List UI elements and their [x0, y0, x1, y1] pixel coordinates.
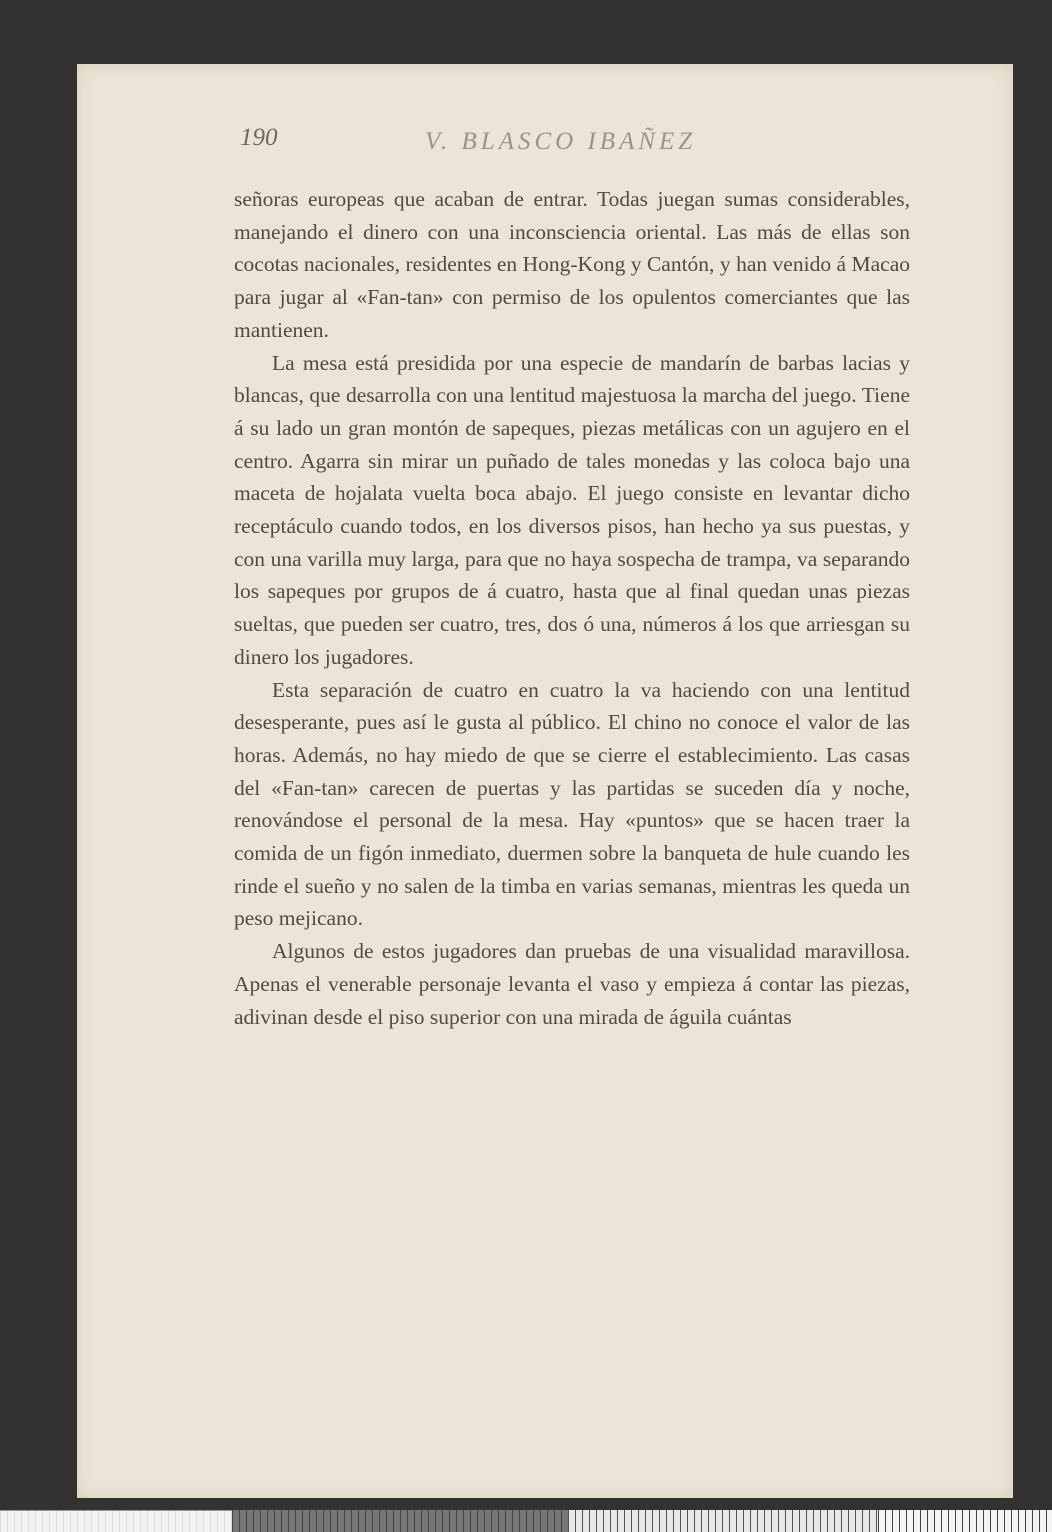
scale-ruler-dark-section	[232, 1510, 568, 1532]
page-number: 190	[240, 124, 278, 151]
paragraph: Esta separación de cuatro en cuatro la va haciendo con una lentitud desesperante, pues así le gusta al público. El chino no conoce el valor de las horas. Además, no hay miedo de que se cierre el establecimiento. Las casas del «Fan-tan» carecen de puertas y las partidas se suceden día y noche, renovándose el personal de la mesa. Hay «puntos» que se hacen traer la comida de un figón inmediato, duermen sobre la banqueta de hule cuando les rinde el sueño y no salen de la timba en varias semanas, mientras les queda un peso mejicano.	[234, 677, 910, 931]
paragraph: Algunos de estos jugadores dan pruebas de una visualidad maravillosa. Apenas el venerable personaje levanta el vaso y empieza á contar las piezas, adivinan desde el piso superior con una mirada de águila cuántas	[234, 939, 910, 1029]
scale-ruler-mid-section	[568, 1510, 878, 1532]
running-head: V. BLASCO IBAÑEZ	[425, 128, 697, 155]
scale-ruler-end-section	[878, 1510, 1052, 1532]
body-text	[234, 183, 910, 1033]
paragraph: señoras europeas que acaban de entrar. Todas juegan sumas considerables, manejando el dinero con una inconsciencia oriental. Las más de ellas son cocotas nacionales, residentes en Hong-Kong y Cantón, y han venido á Macao para jugar al «Fan-tan» con permiso de los opulentos comerciantes que las mantienen.	[234, 187, 910, 342]
page-header	[240, 124, 912, 164]
paragraph: La mesa está presidida por una especie de mandarín de barbas lacias y blancas, que desarrolla con una lentitud majestuosa la marcha del juego. Tiene á su lado un gran montón de sapeques, piezas metálicas con un agujero en el centro. Agarra sin mirar un puñado de tales monedas y las coloca bajo una maceta de hojalata vuelta boca abajo. El juego consiste en levantar dicho receptáculo cuando todos, en los diversos pisos, han hecho ya sus puestas, y con una varilla muy larga, para que no haya sospecha de trampa, va separando los sapeques por grupos de á cuatro, hasta que al final quedan unas piezas sueltas, que pueden ser cuatro, tres, dos ó una, números á los que arriesgan su dinero los jugadores.	[234, 350, 910, 669]
